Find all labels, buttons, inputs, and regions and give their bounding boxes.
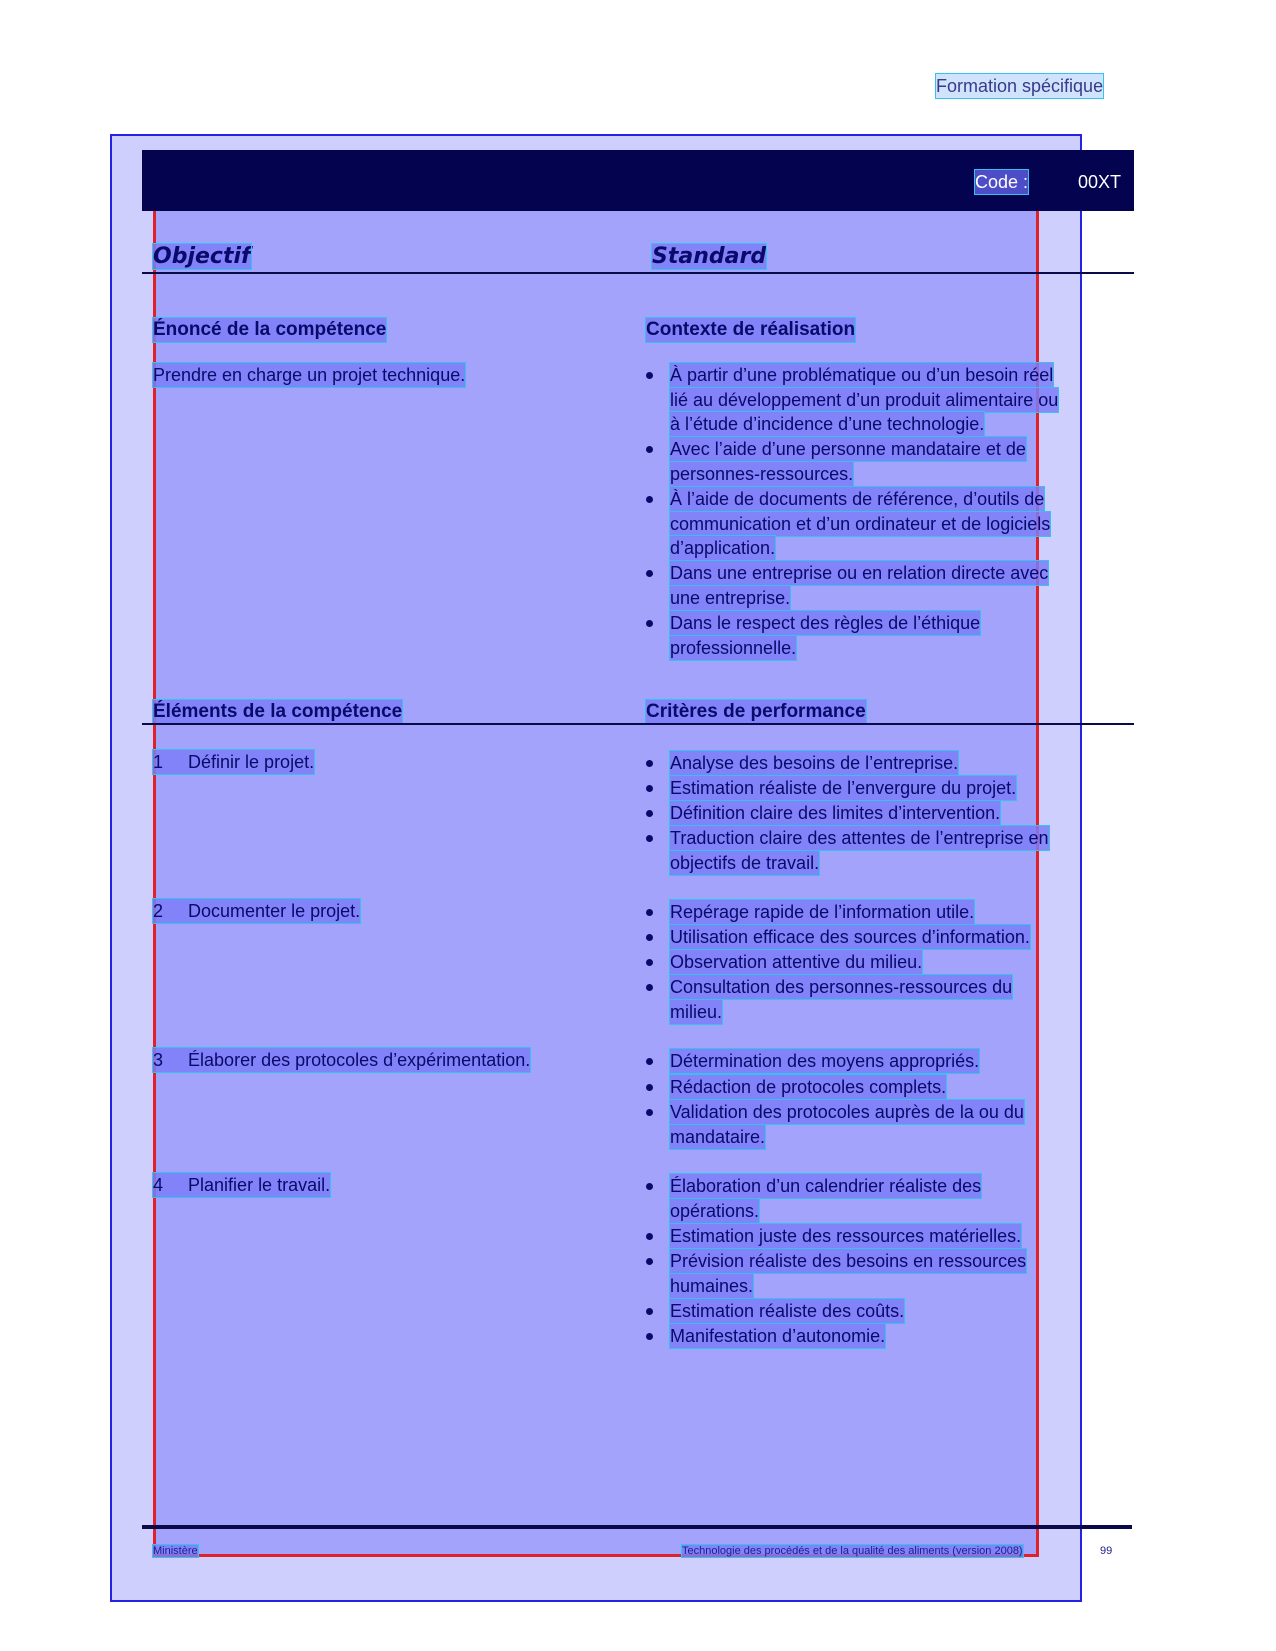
bullet-icon <box>646 810 653 817</box>
bullet-icon <box>646 1084 653 1091</box>
contexte-heading: Contexte de réalisation <box>646 319 856 340</box>
divider <box>142 272 1134 274</box>
element-number: 1 <box>153 752 164 772</box>
bullet-icon <box>646 934 653 941</box>
element-item <box>153 1048 530 1072</box>
code-label: Code : <box>975 172 1029 192</box>
element-label: Planifier le travail. <box>188 1175 331 1195</box>
footer-left: Ministère <box>153 1545 198 1557</box>
bullet-icon <box>646 1183 653 1190</box>
criteres-heading: Critères de performance <box>646 701 866 722</box>
element-item <box>153 1173 330 1197</box>
enonce-text: Prendre en charge un projet technique. <box>153 365 466 385</box>
element-item <box>153 750 314 774</box>
column-heading-objectif: Objectif <box>153 244 251 269</box>
element-item <box>153 899 360 923</box>
element-label: Élaborer des protocoles d’expérimentation. <box>188 1050 531 1070</box>
section-label: Formation spécifique <box>936 76 1104 96</box>
bullet-icon <box>646 1233 653 1240</box>
footer-divider <box>142 1525 1132 1529</box>
bullet-icon <box>646 1109 653 1116</box>
element-label: Définir le projet. <box>188 752 315 772</box>
bullet-icon <box>646 1258 653 1265</box>
bullet-icon <box>646 959 653 966</box>
code-value: 00XT <box>1078 172 1122 192</box>
element-number: 3 <box>153 1050 164 1070</box>
element-number: 4 <box>153 1175 164 1195</box>
bullet-icon <box>646 760 653 767</box>
element-label: Documenter le projet. <box>188 901 361 921</box>
bullet-icon <box>646 984 653 991</box>
bullet-icon <box>646 1333 653 1340</box>
bullet-icon <box>646 570 653 577</box>
column-heading-standard: Standard <box>652 244 767 269</box>
bullet-icon <box>646 835 653 842</box>
element-number: 2 <box>153 901 164 921</box>
bullet-icon <box>646 785 653 792</box>
bullet-icon <box>646 446 653 453</box>
page-number: 99 <box>1100 1545 1113 1557</box>
enonce-heading: Énoncé de la compétence <box>153 319 387 340</box>
bullet-icon <box>646 496 653 503</box>
divider <box>142 723 1134 725</box>
bullet-icon <box>646 1058 653 1065</box>
footer-title: Technologie des procédés et de la qualité des aliments (version 2008) <box>682 1545 1023 1557</box>
bullet-icon <box>646 909 653 916</box>
bullet-icon <box>646 620 653 627</box>
bullet-icon <box>646 372 653 379</box>
bullet-icon <box>646 1308 653 1315</box>
elements-heading: Éléments de la compétence <box>153 701 403 722</box>
